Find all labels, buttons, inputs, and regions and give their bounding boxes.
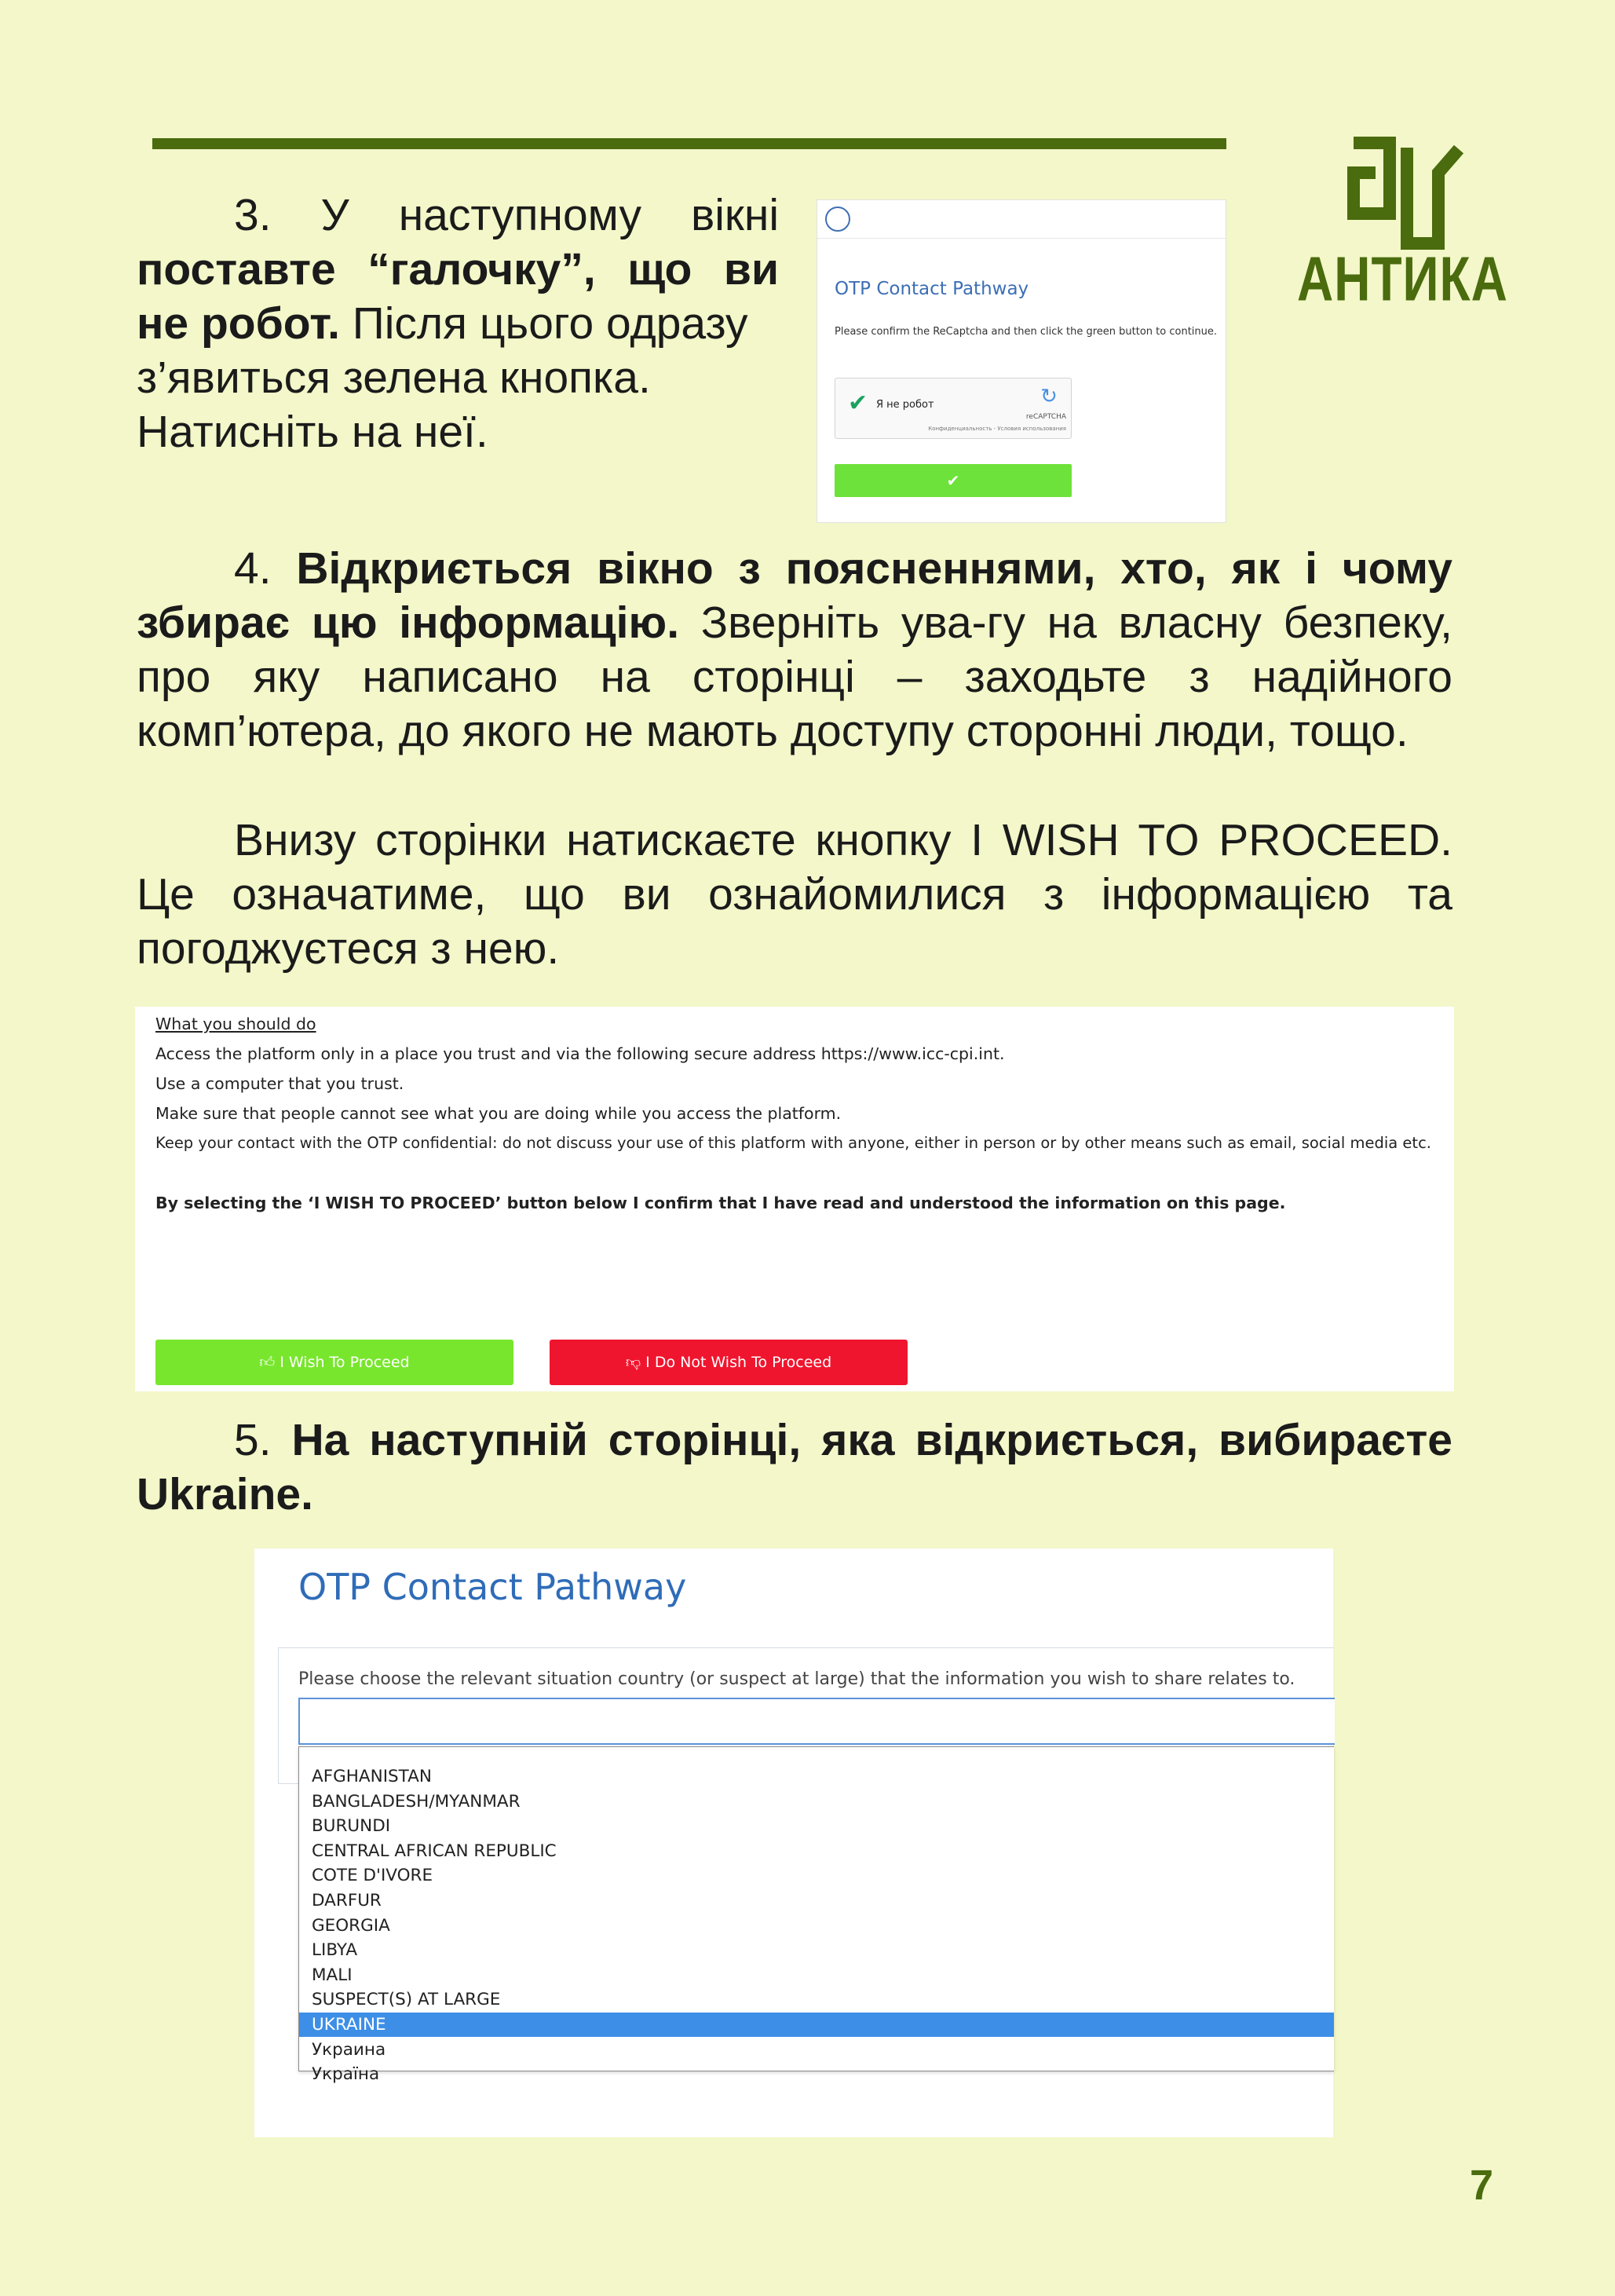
step5-paragraph: 5. На наступній сторінці, яка відкриється, вибираєте Ukraine. [137,1415,1452,1519]
country-option[interactable]: Украина [312,2039,386,2060]
country-select[interactable] [298,1698,1335,1745]
country-option[interactable]: GEORGIA [312,1915,390,1936]
icc-emblem-icon [825,207,850,232]
captcha-screenshot [817,199,1226,523]
thumbs-down-icon: 👎︎ [625,1354,646,1371]
step3-line3: не робот. Після цього одразу [137,298,748,349]
step3-line1: 3. У наступному вікні [234,190,779,240]
recaptcha-label: reCAPTCHA [1025,413,1066,421]
do-not-proceed-button[interactable]: 👎︎ I Do Not Wish To Proceed [550,1340,908,1385]
recaptcha-privacy: Конфиденциальность - Условия использования [928,426,1066,432]
otp-title: OTP Contact Pathway [298,1566,687,1608]
step4-paragraph2: Внизу сторінки натискаєте кнопку I WISH TO PROCEED. Це означатиме, що ви ознайомилися з інформацією та погоджуєтеся з нею. [137,815,1452,974]
country-option[interactable]: UKRAINE [299,2013,1334,2037]
step4-paragraph: 4. Відкриється вікно з поясненнями, хто, як і чому збирає цю інформацію. Зверніть ува-гу на власну безпеку, про яку написано на сторінці – заходьте з надійного комп’ютера, до якого не мають доступу сторонні люди, тощо. [137,543,1452,756]
wish-to-proceed-button[interactable]: 👍︎ I Wish To Proceed [155,1340,513,1385]
recaptcha-box[interactable] [835,378,1072,439]
step3-line4: з’явиться зелена кнопка. [137,353,651,403]
country-option[interactable]: MALI [312,1965,353,1985]
country-option[interactable]: Україна [312,2064,380,2085]
confirm-text: By selecting the ‘I WISH TO PROCEED’ button below I confirm that I have read and understood the information on this page. [155,1194,1286,1212]
step3-line2: поставте “галочку”, що ви [137,244,779,294]
checkmark-icon[interactable]: ✔ [848,389,868,417]
country-option[interactable]: BURUNDI [312,1816,391,1837]
step3-paragraph [137,188,779,459]
country-option[interactable]: CENTRAL AFRICAN REPUBLIC [312,1841,557,1861]
otp-title: OTP Contact Pathway [835,279,1029,299]
country-prompt: Please choose the relevant situation country (or suspect at large) that the information you wish to share relates to. [298,1669,1295,1689]
country-option[interactable]: SUSPECT(S) AT LARGE [312,1990,501,2010]
country-option[interactable]: LIBYA [312,1940,358,1961]
recaptcha-icon: ↻ [1040,385,1058,408]
logo-wordmark: АНТИКА [1297,243,1508,314]
proceed-screenshot [135,1007,1454,1391]
continue-button[interactable]: ✔ [835,464,1072,497]
info-line: Make sure that people cannot see what you are doing while you access the platform. [155,1104,842,1123]
country-select-screenshot [254,1548,1333,2137]
captcha-instruction: Please confirm the ReCaptcha and then click the green button to continue. [835,326,1218,338]
what-to-do-heading: What you should do [155,1015,316,1033]
screenshot-topbar [817,200,1226,239]
step3-line5: Натисніть на неї. [137,407,488,457]
page-number: 7 [1470,2162,1494,2209]
country-dropdown-list[interactable] [298,1746,1334,2085]
country-option[interactable]: DARFUR [312,1891,382,1910]
country-option[interactable]: COTE D'IVORE [312,1866,433,1886]
country-option[interactable]: AFGHANISTAN [312,1767,432,1786]
header-rule [152,138,1226,149]
info-line: Access the platform only in a place you trust and via the following secure address https://www.icc-cpi.int. [155,1044,1005,1063]
info-line: Use a computer that you trust. [155,1074,404,1093]
info-line: Keep your contact with the OTP confidential: do not discuss your use of this platform with anyone, either in person or by other means such as email, social media etc. [155,1134,1431,1152]
captcha-label: Я не робот [876,399,934,411]
thumbs-up-icon: 👍︎ [259,1354,280,1371]
country-option[interactable]: BANGLADESH/MYANMAR [312,1791,521,1812]
